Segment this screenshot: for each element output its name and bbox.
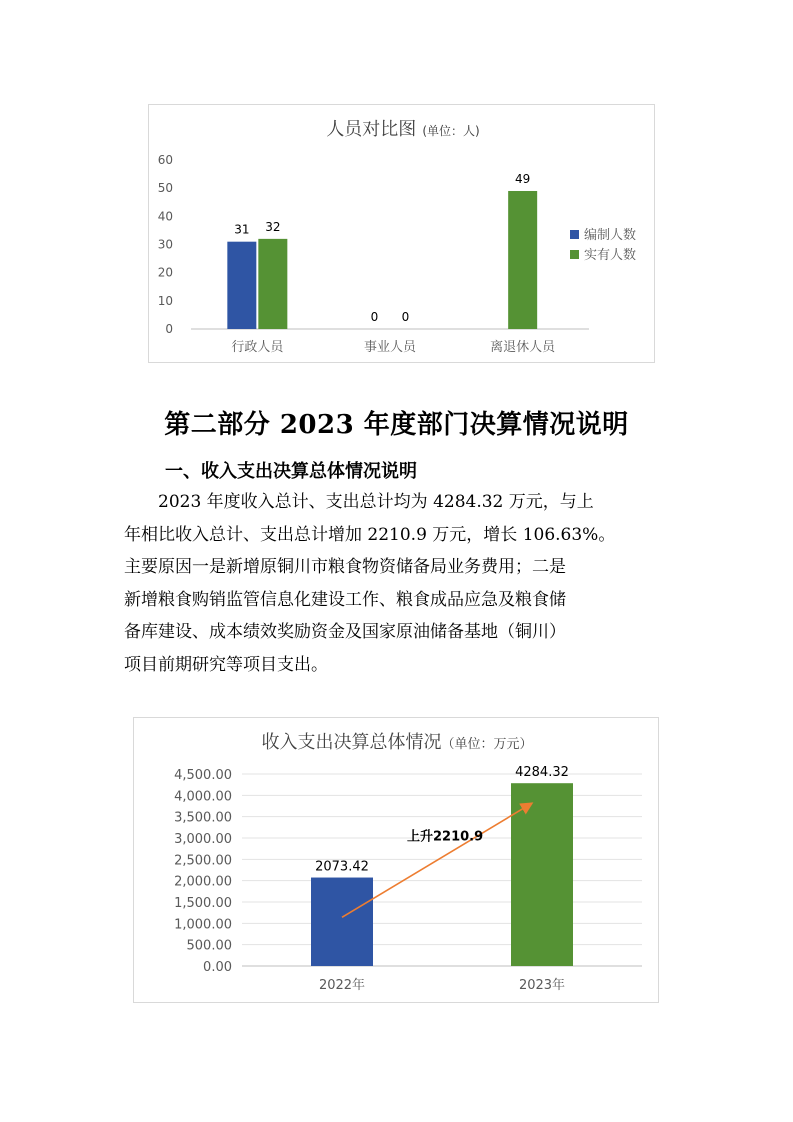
legend-swatch [570,230,579,239]
trend-annotation: 上升2210.9 [407,829,484,845]
y-tick-label: 50 [157,181,173,196]
data-label: 32 [265,219,281,234]
staff-comparison-chart-svg [149,105,656,364]
y-tick-label: 1,500.00 [174,896,232,911]
paragraph-line: 主要原因一是新增原铜川市粮食物资储备局业务费用；二是 [124,557,566,577]
trend-arrow [342,803,532,917]
y-tick-label: 4,000.00 [174,789,232,805]
y-tick-label: 40 [157,209,173,224]
x-tick-label: 2022年 [318,978,366,993]
y-tick-label: 4,500.00 [174,768,232,783]
chart-unit-text: (单位：人) [422,124,480,138]
data-label: 0 [401,310,410,324]
y-tick-label: 500.00 [186,938,232,954]
paragraph-line: 备库建设、成本绩效奖励资金及国家原油储备基地（铜川） [124,622,566,642]
y-tick-label: 1,000.00 [174,917,232,933]
bar [311,878,373,966]
income-expenditure-chart [133,717,659,1003]
x-tick-label: 事业人员 [363,340,417,355]
data-label: 49 [515,171,531,186]
y-tick-label: 0.00 [203,960,232,975]
bar-actual [258,239,287,329]
section-title: 第二部分 2023 年度部门决算情况说明 [164,410,629,440]
x-tick-label: 2023年 [518,978,566,993]
subsection-title: 一、收入支出决算总体情况说明 [165,461,417,482]
income-expenditure-chart-svg [134,718,660,1004]
y-tick-label: 3,500.00 [174,810,232,826]
y-tick-label: 0 [165,322,173,336]
y-tick-label: 60 [157,153,173,167]
legend-swatch [570,250,579,259]
paragraph-line: 年相比收入总计、支出总计增加 2210.9 万元，增长 106.63%。 [124,524,616,545]
paragraph-line: 2023 年度收入总计、支出总计均为 4284.32 万元，与上 [158,492,594,512]
data-label: 2073.42 [315,859,369,875]
y-tick-label: 30 [157,237,173,252]
staff-comparison-chart [148,104,655,363]
chart-title [261,732,532,753]
chart-title-text: 人员对比图 [326,119,417,140]
y-tick-label: 20 [157,265,173,280]
body-paragraph [124,486,684,681]
legend-label: 编制人数 [584,228,637,243]
paragraph-line: 新增粮食购销监管信息化建设工作、粮食成品应急及粮食储 [124,589,566,610]
x-tick-label: 行政人员 [231,340,284,355]
legend-label: 实有人数 [584,248,637,263]
chart-title [326,119,479,140]
x-tick-label: 离退休人员 [490,340,556,355]
data-label: 4284.32 [515,765,569,781]
y-tick-label: 2,500.00 [174,853,232,869]
paragraph-line: 项目前期研究等项目支出。 [124,654,328,675]
bar-actual [508,191,537,329]
y-tick-label: 2,000.00 [174,874,232,890]
chart-unit-text: （单位：万元） [441,737,533,752]
bar-authorized [227,242,256,329]
y-tick-label: 3,000.00 [174,832,232,847]
data-label: 31 [234,222,250,237]
chart-title-text: 收入支出决算总体情况 [261,732,442,753]
data-label: 0 [370,310,379,324]
y-tick-label: 10 [157,293,173,308]
